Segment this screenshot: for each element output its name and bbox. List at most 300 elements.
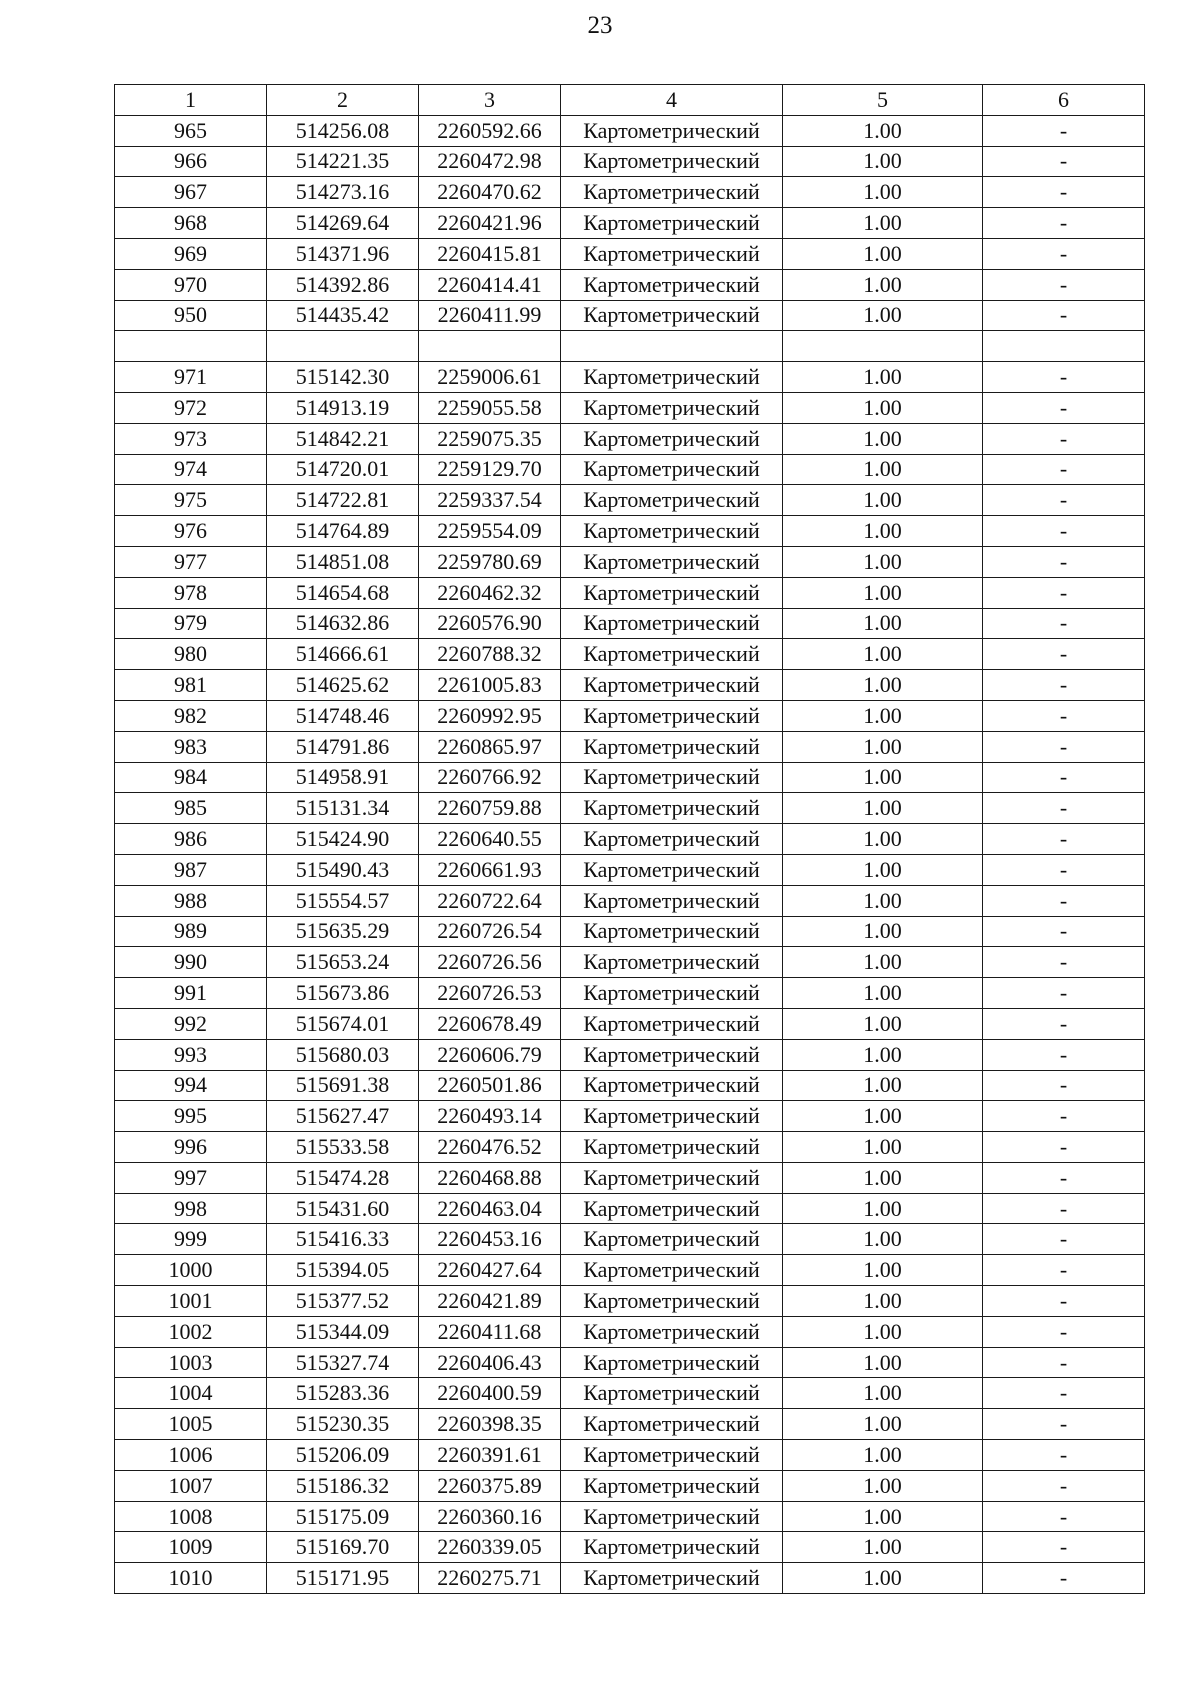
cell-point-number: 999 [115,1224,267,1255]
cell-point-number: 1002 [115,1316,267,1347]
table-row [115,854,1145,885]
cell-y-coordinate: 2260339.05 [419,1532,561,1563]
cell-y-coordinate: 2260400.59 [419,1378,561,1409]
cell-accuracy: 1.00 [783,577,983,608]
cell-accuracy: 1.00 [783,1286,983,1317]
cell-x-coordinate: 515673.86 [267,978,419,1009]
cell-point-number: 965 [115,115,267,146]
cell-description: - [983,793,1145,824]
cell-description: - [983,1409,1145,1440]
table-row [115,1286,1145,1317]
cell-accuracy: 1.00 [783,670,983,701]
cell-point-number: 977 [115,546,267,577]
cell-method: Картометрический [561,947,783,978]
cell-y-coordinate: 2260375.89 [419,1470,561,1501]
cell-x-coordinate: 514269.64 [267,208,419,239]
cell-x-coordinate: 515230.35 [267,1409,419,1440]
cell-description: - [983,238,1145,269]
cell-description: - [983,1255,1145,1286]
cell-x-coordinate: 515327.74 [267,1347,419,1378]
cell-description: - [983,1316,1145,1347]
cell-description: - [983,1193,1145,1224]
cell-x-coordinate: 514791.86 [267,731,419,762]
cell-accuracy: 1.00 [783,1501,983,1532]
cell-method: Картометрический [561,1286,783,1317]
cell-method: Картометрический [561,516,783,547]
cell-y-coordinate: 2260360.16 [419,1501,561,1532]
cell-accuracy: 1.00 [783,1255,983,1286]
table-row [115,1501,1145,1532]
cell-y-coordinate: 2260606.79 [419,1039,561,1070]
table-row [115,546,1145,577]
cell-point-number: 1007 [115,1470,267,1501]
cell-point-number: 1006 [115,1440,267,1471]
cell-method: Картометрический [561,1440,783,1471]
table-row [115,300,1145,331]
cell-accuracy: 1.00 [783,916,983,947]
cell-method: Картометрический [561,146,783,177]
cell-description: - [983,978,1145,1009]
cell-method: Картометрический [561,300,783,331]
cell-y-coordinate: 2260576.90 [419,608,561,639]
cell-point-number: 1001 [115,1286,267,1317]
cell-accuracy: 1.00 [783,1316,983,1347]
cell-x-coordinate: 514632.86 [267,608,419,639]
cell-description: - [983,608,1145,639]
table-row [115,1378,1145,1409]
cell-y-coordinate: 2260463.04 [419,1193,561,1224]
cell-point-number: 975 [115,485,267,516]
cell-y-coordinate: 2260415.81 [419,238,561,269]
cell-method: Картометрический [561,238,783,269]
cell-x-coordinate: 515635.29 [267,916,419,947]
cell-x-coordinate: 515394.05 [267,1255,419,1286]
cell-accuracy: 1.00 [783,762,983,793]
cell-point-number: 1008 [115,1501,267,1532]
cell-x-coordinate: 514764.89 [267,516,419,547]
cell-accuracy: 1.00 [783,793,983,824]
table-row [115,423,1145,454]
cell-method: Картометрический [561,1316,783,1347]
table-row [115,824,1145,855]
header-cell-4: 4 [561,85,783,116]
cell-y-coordinate: 2260427.64 [419,1255,561,1286]
cell-point-number: 1000 [115,1255,267,1286]
cell-description: - [983,731,1145,762]
cell-method: Картометрический [561,885,783,916]
cell-method: Картометрический [561,608,783,639]
cell-y-coordinate: 2260661.93 [419,854,561,885]
cell-x-coordinate: 514435.42 [267,300,419,331]
cell-accuracy: 1.00 [783,1039,983,1070]
cell-y-coordinate: 2260722.64 [419,885,561,916]
cell-accuracy: 1.00 [783,1101,983,1132]
cell-y-coordinate: 2260759.88 [419,793,561,824]
table-row [115,362,1145,393]
cell-x-coordinate: 515674.01 [267,1008,419,1039]
cell-accuracy: 1.00 [783,362,983,393]
cell-point-number: 991 [115,978,267,1009]
cell-method: Картометрический [561,577,783,608]
header-cell-3: 3 [419,85,561,116]
cell-point-number: 974 [115,454,267,485]
cell-description: - [983,1132,1145,1163]
cell-point-number: 990 [115,947,267,978]
table-row [115,1008,1145,1039]
cell-point-number: 992 [115,1008,267,1039]
cell-accuracy: 1.00 [783,947,983,978]
cell-description: - [983,300,1145,331]
cell-point-number: 972 [115,392,267,423]
cell-method: Картометрический [561,546,783,577]
cell-x-coordinate: 514625.62 [267,670,419,701]
cell-method: Картометрический [561,1162,783,1193]
cell-point-number: 987 [115,854,267,885]
cell-description: - [983,516,1145,547]
cell-description: - [983,1224,1145,1255]
cell-x-coordinate: 514666.61 [267,639,419,670]
table-row [115,1193,1145,1224]
cell-y-coordinate: 2259554.09 [419,516,561,547]
cell-method: Картометрический [561,362,783,393]
table-row [115,639,1145,670]
table-row [115,485,1145,516]
cell-accuracy: 1.00 [783,300,983,331]
cell-accuracy: 1.00 [783,824,983,855]
cell-accuracy: 1.00 [783,423,983,454]
cell-description: - [983,454,1145,485]
cell-accuracy: 1.00 [783,1008,983,1039]
cell-y-coordinate: 2260726.53 [419,978,561,1009]
cell-point-number: 983 [115,731,267,762]
cell-point-number: 988 [115,885,267,916]
cell-accuracy: 1.00 [783,854,983,885]
cell-x-coordinate: 515377.52 [267,1286,419,1317]
cell-description: - [983,1470,1145,1501]
cell-method: Картометрический [561,1347,783,1378]
cell-method: Картометрический [561,208,783,239]
cell-description: - [983,1162,1145,1193]
cell-description: - [983,1532,1145,1563]
cell-method [561,331,783,362]
cell-method: Картометрический [561,392,783,423]
table-row [115,700,1145,731]
cell-x-coordinate [267,331,419,362]
table-row [115,238,1145,269]
cell-accuracy: 1.00 [783,731,983,762]
cell-point-number: 995 [115,1101,267,1132]
table-row [115,1409,1145,1440]
table-row [115,762,1145,793]
cell-y-coordinate: 2260788.32 [419,639,561,670]
cell-x-coordinate: 515474.28 [267,1162,419,1193]
cell-method: Картометрический [561,1101,783,1132]
cell-description: - [983,824,1145,855]
cell-x-coordinate: 514851.08 [267,546,419,577]
cell-method: Картометрический [561,454,783,485]
table-row [115,1255,1145,1286]
cell-point-number: 1003 [115,1347,267,1378]
cell-point-number: 976 [115,516,267,547]
cell-y-coordinate: 2260992.95 [419,700,561,731]
cell-y-coordinate: 2260468.88 [419,1162,561,1193]
table-row [115,1070,1145,1101]
cell-point-number: 967 [115,177,267,208]
table-row [115,115,1145,146]
header-cell-6: 6 [983,85,1145,116]
cell-y-coordinate: 2259129.70 [419,454,561,485]
table-row [115,1039,1145,1070]
cell-method: Картометрический [561,700,783,731]
cell-point-number: 950 [115,300,267,331]
cell-y-coordinate: 2260470.62 [419,177,561,208]
cell-x-coordinate: 514958.91 [267,762,419,793]
cell-accuracy: 1.00 [783,269,983,300]
cell-y-coordinate: 2260476.52 [419,1132,561,1163]
cell-accuracy: 1.00 [783,115,983,146]
cell-x-coordinate: 515653.24 [267,947,419,978]
cell-x-coordinate: 514654.68 [267,577,419,608]
cell-point-number: 1004 [115,1378,267,1409]
cell-description: - [983,1286,1145,1317]
header-cell-2: 2 [267,85,419,116]
cell-point-number: 966 [115,146,267,177]
cell-method: Картометрический [561,1378,783,1409]
cell-point-number [115,331,267,362]
table-row [115,916,1145,947]
cell-accuracy: 1.00 [783,454,983,485]
cell-point-number: 979 [115,608,267,639]
table-body [115,115,1145,1593]
cell-method: Картометрический [561,1563,783,1594]
cell-x-coordinate: 514221.35 [267,146,419,177]
cell-point-number: 973 [115,423,267,454]
cell-description: - [983,1008,1145,1039]
cell-point-number: 996 [115,1132,267,1163]
cell-y-coordinate: 2260472.98 [419,146,561,177]
cell-point-number: 970 [115,269,267,300]
header-cell-5: 5 [783,85,983,116]
cell-description: - [983,1563,1145,1594]
table-row [115,1132,1145,1163]
cell-accuracy: 1.00 [783,1409,983,1440]
cell-method: Картометрический [561,177,783,208]
cell-description: - [983,577,1145,608]
cell-y-coordinate: 2260640.55 [419,824,561,855]
cell-point-number: 993 [115,1039,267,1070]
cell-accuracy: 1.00 [783,1224,983,1255]
cell-accuracy: 1.00 [783,1440,983,1471]
table-row [115,516,1145,547]
table-row [115,1563,1145,1594]
cell-method: Картометрический [561,1532,783,1563]
cell-y-coordinate: 2260726.56 [419,947,561,978]
header-cell-1: 1 [115,85,267,116]
cell-description: - [983,146,1145,177]
cell-y-coordinate: 2259075.35 [419,423,561,454]
cell-description: - [983,947,1145,978]
cell-description: - [983,362,1145,393]
cell-accuracy [783,331,983,362]
table-row [115,331,1145,362]
cell-point-number: 1010 [115,1563,267,1594]
cell-x-coordinate: 515431.60 [267,1193,419,1224]
cell-y-coordinate: 2259780.69 [419,546,561,577]
cell-accuracy: 1.00 [783,392,983,423]
cell-description: - [983,1039,1145,1070]
cell-method: Картометрический [561,1470,783,1501]
cell-method: Картометрический [561,731,783,762]
cell-accuracy: 1.00 [783,1162,983,1193]
cell-description: - [983,1347,1145,1378]
table-row [115,793,1145,824]
table-row [115,577,1145,608]
cell-accuracy: 1.00 [783,208,983,239]
cell-description: - [983,1101,1145,1132]
cell-y-coordinate: 2259055.58 [419,392,561,423]
cell-method: Картометрический [561,485,783,516]
cell-x-coordinate: 515416.33 [267,1224,419,1255]
cell-method: Картометрический [561,1409,783,1440]
cell-description: - [983,762,1145,793]
cell-point-number: 980 [115,639,267,670]
cell-y-coordinate: 2260501.86 [419,1070,561,1101]
cell-y-coordinate: 2260398.35 [419,1409,561,1440]
coordinates-table [114,84,1145,1594]
cell-y-coordinate: 2260678.49 [419,1008,561,1039]
table-row [115,1101,1145,1132]
cell-method: Картометрический [561,1070,783,1101]
cell-x-coordinate: 515142.30 [267,362,419,393]
cell-x-coordinate: 515554.57 [267,885,419,916]
cell-point-number: 994 [115,1070,267,1101]
cell-y-coordinate: 2260406.43 [419,1347,561,1378]
table-header [115,85,1145,116]
cell-point-number: 968 [115,208,267,239]
cell-method: Картометрический [561,1132,783,1163]
cell-x-coordinate: 515490.43 [267,854,419,885]
cell-description: - [983,546,1145,577]
table-row [115,608,1145,639]
cell-description: - [983,423,1145,454]
cell-description: - [983,1378,1145,1409]
cell-x-coordinate: 515131.34 [267,793,419,824]
header-row [115,85,1145,116]
table-row [115,1347,1145,1378]
cell-y-coordinate: 2260411.68 [419,1316,561,1347]
table-row [115,1316,1145,1347]
page-number: 23 [587,12,613,39]
cell-description: - [983,208,1145,239]
cell-description: - [983,177,1145,208]
cell-point-number: 981 [115,670,267,701]
cell-description: - [983,885,1145,916]
cell-accuracy: 1.00 [783,978,983,1009]
cell-method: Картометрический [561,115,783,146]
cell-description: - [983,854,1145,885]
cell-y-coordinate: 2260275.71 [419,1563,561,1594]
table-row [115,885,1145,916]
cell-method: Картометрический [561,916,783,947]
cell-accuracy: 1.00 [783,1193,983,1224]
cell-x-coordinate: 515680.03 [267,1039,419,1070]
cell-point-number: 982 [115,700,267,731]
cell-x-coordinate: 515169.70 [267,1532,419,1563]
cell-x-coordinate: 515533.58 [267,1132,419,1163]
cell-accuracy: 1.00 [783,1378,983,1409]
table-row [115,731,1145,762]
cell-accuracy: 1.00 [783,1470,983,1501]
table-row [115,392,1145,423]
cell-x-coordinate: 514371.96 [267,238,419,269]
cell-accuracy: 1.00 [783,177,983,208]
table-row [115,454,1145,485]
cell-x-coordinate: 514748.46 [267,700,419,731]
table-row [115,1532,1145,1563]
cell-accuracy: 1.00 [783,700,983,731]
cell-y-coordinate: 2261005.83 [419,670,561,701]
cell-accuracy: 1.00 [783,1532,983,1563]
cell-description: - [983,639,1145,670]
cell-x-coordinate: 514913.19 [267,392,419,423]
cell-method: Картометрический [561,824,783,855]
cell-accuracy: 1.00 [783,485,983,516]
cell-method: Картометрический [561,1039,783,1070]
cell-method: Картометрический [561,423,783,454]
table-row [115,177,1145,208]
cell-point-number: 984 [115,762,267,793]
cell-method: Картометрический [561,639,783,670]
cell-y-coordinate: 2260411.99 [419,300,561,331]
cell-method: Картометрический [561,269,783,300]
cell-accuracy: 1.00 [783,608,983,639]
cell-y-coordinate: 2260421.96 [419,208,561,239]
cell-point-number: 971 [115,362,267,393]
cell-y-coordinate: 2260414.41 [419,269,561,300]
cell-y-coordinate: 2259337.54 [419,485,561,516]
cell-method: Картометрический [561,1255,783,1286]
table-row [115,978,1145,1009]
cell-method: Картометрический [561,978,783,1009]
table-row [115,146,1145,177]
cell-y-coordinate: 2260865.97 [419,731,561,762]
cell-method: Картометрический [561,854,783,885]
cell-description: - [983,485,1145,516]
cell-y-coordinate: 2260453.16 [419,1224,561,1255]
cell-accuracy: 1.00 [783,238,983,269]
table-row [115,1440,1145,1471]
cell-y-coordinate: 2260391.61 [419,1440,561,1471]
cell-point-number: 978 [115,577,267,608]
cell-x-coordinate: 514720.01 [267,454,419,485]
cell-method: Картометрический [561,762,783,793]
cell-method: Картометрический [561,1501,783,1532]
cell-method: Картометрический [561,793,783,824]
table-row [115,947,1145,978]
cell-description: - [983,1440,1145,1471]
cell-y-coordinate: 2259006.61 [419,362,561,393]
cell-description: - [983,916,1145,947]
cell-description: - [983,115,1145,146]
cell-x-coordinate: 515186.32 [267,1470,419,1501]
cell-accuracy: 1.00 [783,516,983,547]
cell-accuracy: 1.00 [783,1563,983,1594]
cell-description [983,331,1145,362]
cell-point-number: 1009 [115,1532,267,1563]
cell-y-coordinate: 2260421.89 [419,1286,561,1317]
cell-x-coordinate: 514256.08 [267,115,419,146]
cell-x-coordinate: 515424.90 [267,824,419,855]
